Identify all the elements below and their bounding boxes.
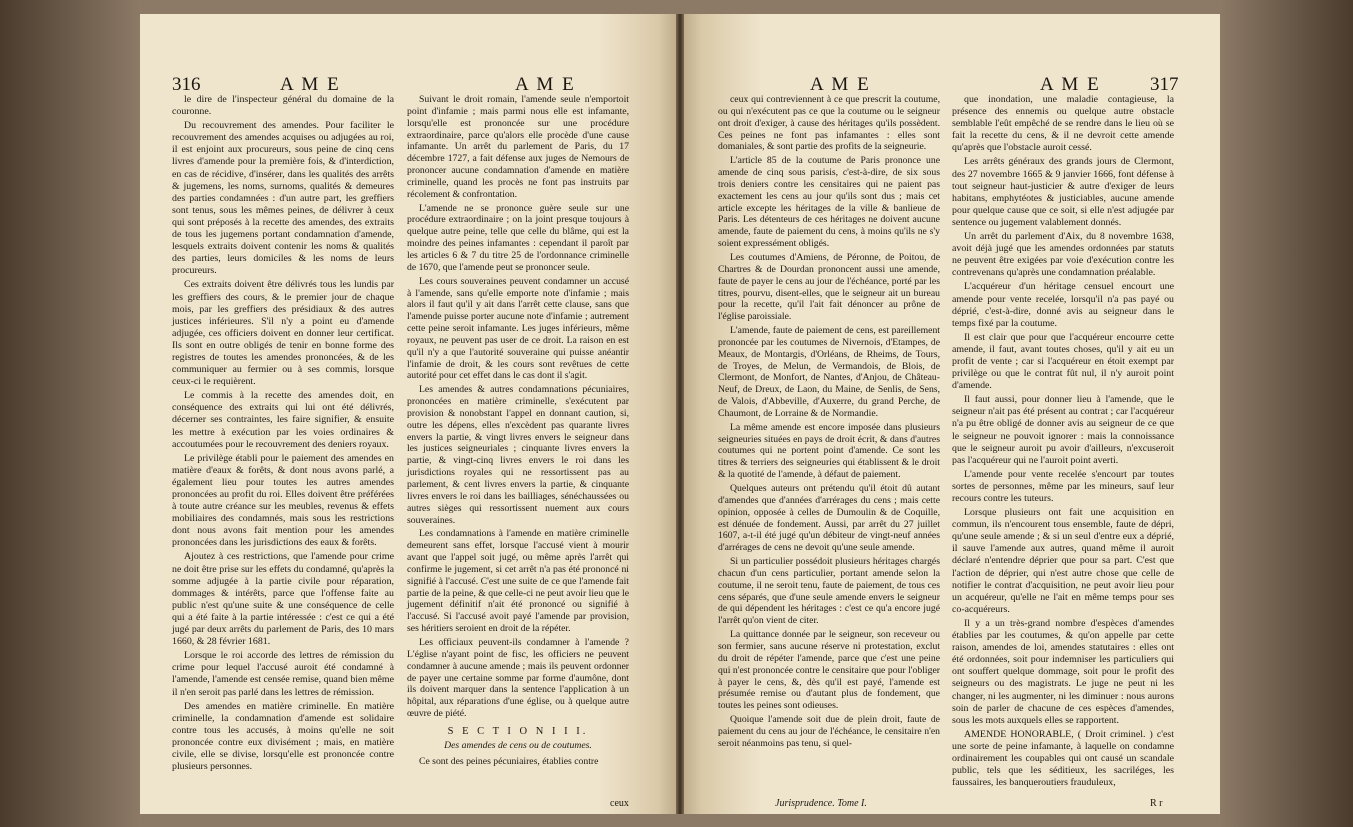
- running-head-left-2: A M E: [515, 74, 576, 95]
- paragraph: Lorsque plusieurs ont fait une acquisition en commun, ils n'encourent tous ensemble, faute de dépri, qu'une seule amende ; & si un seul d'entre eux a déprié, il sauve l'amende aux autres, quand même il auroit déclaré n'entendre déprier que pour sa part. C'est que l'action de déprier, qui n'est autre chose que celle de notifier le contrat d'acquisition, ne peut avoir lieu pour un acquéreur, qu'elle ne l'ait en même temps pour ses co-acquéreurs.: [952, 507, 1174, 615]
- paragraph: Quelques auteurs ont prétendu qu'il étoit dû autant d'amendes que d'années d'arrérages du cens ; mais cette opinion, opposée à celles de Dumoulin & de Coquille, est dénuée de fondement. Aussi, par arrêt du 27 juillet 1607, a-t-il été jugé qu'un débiteur de vingt-neuf années d'arrérages de cens ne devoit qu'une seule amende.: [718, 483, 940, 554]
- paragraph: La même amende est encore imposée dans plusieurs seigneuries situées en pays de droit écrit, & dans d'autres coutumes qui ne portent point d'amende. Ce sont les titres & terriers des seigneuries qui établissent & le droit & la quotité de l'amende, à défaut de paiement.: [718, 421, 940, 481]
- left-edge-shadow: [0, 0, 140, 827]
- page-number-right: 317: [1150, 74, 1179, 95]
- paragraph: Le commis à la recette des amendes doit, en conséquence des extraits qui lui ont été délivrés, décerner ses contraintes, les faire signifier, & ensuite les mettre à exécution par les voies ordinaires & accoutumées pour le recouvrement des deniers royaux.: [172, 390, 394, 450]
- paragraph: L'amende ne se prononce guère seule sur une procédure extraordinaire ; on la joint presque toujours à quelque autre peine, telle que celle du blâme, qui est la moindre des peines infamantes : cependant il paroît par les articles 6 & 7 du titre 25 de l'ordonnance criminelle de 1670, que l'amende peut se prononcer seule.: [407, 202, 629, 273]
- paragraph: AMENDE HONORABLE, ( Droit criminel. ) c'est une sorte de peine infamante, à laquelle on condamne ordinairement les coupables qui ont causé un scandale public, tels que les séditieux, les sacriléges, les faussaires, les banqueroutiers frauduleux,: [952, 728, 1174, 789]
- paragraph: Les cours souveraines peuvent condamner un accusé à l'amende, sans qu'elle emporte note d'infamie ; mais alors il faut qu'il y ait dans l'arrêt cette clause, sans que l'amende puisse porter aucune note d'infamie ; autrement cette peine seroit infamante. Les juges inférieurs, même royaux, ne peuvent pas user de ce droit. La raison en est qu'il n'y a que l'autorité souveraine qui puisse anéantir l'infamie de droit, & les cours sont revêtues de cette autorité pour cet effet dans le cas dont il s'agit.: [407, 275, 629, 382]
- paragraph: Les coutumes d'Amiens, de Péronne, de Poitou, de Chartres & de Dourdan prononcent aussi une amende, faute de payer le cens au jour de l'échéance, porté par les titres, pourvu, disent-elles, que le seigneur ait un bureau pour la recette, qu'il l'ait fait dénoncer au prône de l'église paroissiale.: [718, 251, 940, 323]
- paragraph: que inondation, une maladie contagieuse, la présence des ennemis ou quelque autre obstacle semblable l'eût empêché de se rendre dans le lieu où se fait la recette du cens, & il ne devroit cette amende qu'après que l'obstacle auroit cessé.: [952, 94, 1174, 154]
- section-title: S E C T I O N I I I.: [447, 725, 589, 737]
- left-column-1: [172, 94, 394, 775]
- paragraph: L'acquéreur d'un héritage censuel encourt une amende pour vente recelée, lorsqu'il n'a pas payé ou déprié, c'est-à-dire, donné avis au seigneur dans le temps fixé par la coutume.: [952, 281, 1174, 329]
- paragraph: Quoique l'amende soit due de plein droit, faute de paiement du cens au jour de l'échéance, le censitaire n'en seroit néanmoins pas tenu, si quel-: [718, 714, 940, 749]
- right-column-1: [718, 94, 940, 752]
- paragraph: Des amendes en matière criminelle. En matière criminelle, la condamnation d'amende est solidaire contre tous les accusés, à moins qu'elle ne soit prononcée contre eux divisément ; mais, en matière civile, elle se divise, lorsqu'elle est prononcée contre plusieurs personnes.: [172, 700, 394, 773]
- book-gutter: [676, 14, 684, 814]
- paragraph: Il y a un très-grand nombre d'espèces d'amendes établies par les coutumes, & qu'on appelle par cette raison, amendes de loi, amendes statutaires : elles ont été ordonnées, soit pour indemniser les particuliers qui ont souffert quelque dommage, soit pour le profit des seigneurs ou des magistrats. Le juge ne peut ni les changer, ni les augmenter, ni les diminuer : nous aurons soin de parler de chacune de ces espèces d'amendes, sous les mots auxquels elles se rapportent.: [952, 617, 1174, 726]
- running-head-left-1: A M E: [280, 74, 341, 95]
- paragraph: L'article 85 de la coutume de Paris prononce une amende de cinq sous parisis, c'est-à-dire, de six sous trois deniers contre les censitaires qui ne paient pas exactement les cens au jour qu'ils sont dus ; mais cet article excepte les héritages de la ville & banlieue de Paris. Les détenteurs de ces héritages ne doivent aucune amende, faute de paiement du cens, à moins qu'ils ne s'y soient expressément obligés.: [718, 155, 940, 250]
- paragraph: Les arrêts généraux des grands jours de Clermont, des 27 novembre 1665 & 9 janvier 1666, font défense à tout seigneur haut-justicier & autre d'exiger de leurs habitans, emphytéotes & justiciables, aucune amende pour quelque cause que ce soit, si elle n'est adjugée par sentence ou jugement valablement donnés.: [952, 156, 1174, 228]
- paragraph: Les officiaux peuvent-ils condamner à l'amende ? L'église n'ayant point de fisc, les officiers ne peuvent condamner à aucune amende ; mais ils peuvent ordonner de payer une certaine somme par forme d'aumône, dont ils doivent marquer dans la sentence l'application à un hôpital, aux réparations d'une église, ou à quelque autre œuvre de piété.: [407, 636, 629, 720]
- right-edge-shadow: [1220, 0, 1353, 827]
- page-footer: Jurisprudence. Tome I.: [775, 798, 867, 809]
- paragraph: Un arrêt du parlement d'Aix, du 8 novembre 1638, avoit déjà jugé que les amendes ordonnées par statuts ne peuvent être exigées par voie d'exécution contre les contrevenans qu'après une condamnation préalable.: [952, 231, 1174, 279]
- paragraph: ceux qui contreviennent à ce que prescrit la coutume, ou qui n'exécutent pas ce que la coutume ou le seigneur ont droit d'exiger, à cause des héritages qu'ils possèdent. Ces peines ne font pas infamantes : elles sont domaniales, & sont partie des profits de la seigneurie.: [718, 94, 940, 153]
- section-subtitle: Des amendes de cens ou de coutumes.: [444, 739, 592, 751]
- paragraph: L'amende pour vente recelée s'encourt par toutes sortes de personnes, même par les mineurs, sauf leur recours contre les tuteurs.: [952, 468, 1174, 504]
- paragraph: Les condamnations à l'amende en matière criminelle demeurent sans effet, lorsque l'accusé vient à mourir avant que l'appel soit jugé, ou même après l'arrêt qui confirme le jugement, si cet arrêt n'a pas été prononcé ni signifié à l'accusé. C'est une suite de ce que l'amende fait partie de la peine, & que celle-ci ne peut avoir lieu que le jugement définitif n'ait été prononcé ou signifié à l'accusé. Si l'accusé avoit payé l'amende par provision, ses héritiers seroient en droit de la répéter.: [407, 528, 629, 635]
- paragraph: Suivant le droit romain, l'amende seule n'emportoit point d'infamie ; mais parmi nous elle est infamante, lorsqu'elle est prononcée sur une procédure extraordinaire, parce qu'alors elle procède d'une cause infamante. Un arrêt du parlement de Paris, du 17 décembre 1727, a fait défense aux juges de Nemours de prononcer aucune condamnation d'amende en matière criminelle, quand les procès ne font pas instruits par récolement & confrontation.: [407, 94, 629, 200]
- paragraph: L'amende, faute de paiement de cens, est pareillement prononcée par les coutumes de Nivernois, d'Etampes, de Meaux, de Montargis, d'Orléans, de Rheims, de Tours, de Troyes, de Melun, de Vermandois, de Blois, de Clermont, de Monfort, de Nantes, d'Anjou, de Château-Neuf, de Dreux, de Laon, du Maine, de Senlis, de Sens, de Valois, d'Abbeville, d'Auxerre, du grand Perche, de Chaumont, de Lorraine & de Normandie.: [718, 325, 940, 419]
- paragraph: Le privilège établi pour le paiement des amendes en matière d'eaux & forêts, & dont nous avons parlé, a également lieu pour toutes les autres amendes prononcées au profit du roi. Elles doivent être préférées à toute autre créance sur les meubles, revenus & effets mobiliaires des condamnés, mais sous les restrictions dont nous avons fait mention pour les amendes prononcées dans les jurisdictions des eaux & forêts.: [172, 452, 394, 549]
- paragraph: Ces extraits doivent être délivrés tous les lundis par les greffiers des cours, & le premier jour de chaque mois, par les greffiers des présidiaux & des autres justices inférieures. S'il n'y a point eu d'amende adjugée, ces officiers doivent en donner leur certificat. Ils sont en outre obligés de tenir en bonne forme des registres de toutes les amendes prononcées, & de les communiquer au fermier ou à ses commis, lorsque ceux-ci le requièrent.: [172, 279, 394, 388]
- signature-mark: R r: [1150, 798, 1163, 809]
- right-column-2: [952, 94, 1174, 791]
- running-head-right-2: A M E: [1040, 74, 1101, 95]
- left-column-2: [407, 94, 629, 769]
- paragraph: Lorsque le roi accorde des lettres de rémission du crime pour lequel l'accusé auroit été condamné à l'amende, l'amende est censée remise, quand bien même il n'en seroit pas parlé dans les lettres de rémission.: [172, 650, 394, 698]
- paragraph: Si un particulier possédoit plusieurs héritages chargés chacun d'un cens particulier, portant amende selon la coutume, il ne seroit tenu, faute de paiement, de tous ces cens séparés, que d'une seule amende envers le seigneur de qui dépendent les héritages : c'est ce qu'a encore jugé l'arrêt qu'on vient de citer.: [718, 556, 940, 627]
- running-head-right-1: A M E: [810, 74, 871, 95]
- paragraph: le dire de l'inspecteur général du domaine de la couronne.: [172, 94, 394, 118]
- paragraph: Ajoutez à ces restrictions, que l'amende pour crime ne doit être prise sur les effets du condamné, qu'après la somme adjugée à la partie civile pour réparation, dommages & intérêts, parce que l'offense faite au public n'est qu'une suite & une conséquence de celle qui a été faite à la partie intéressée : c'est ce qui a été jugé par deux arrêts du parlement de Paris, des 10 mars 1660, & 28 février 1681.: [172, 551, 394, 648]
- paragraph: Il est clair que pour que l'acquéreur encourre cette amende, il faut, avant toutes choses, qu'il y ait eu un profit de vente ; car si l'acquéreur en étoit exempt par privilège ou que le contrat fût nul, il n'y auroit point d'amende.: [952, 331, 1174, 392]
- right-page: [680, 14, 1220, 814]
- paragraph: Du recouvrement des amendes. Pour faciliter le recouvrement des amendes acquises ou adjugées au roi, il est enjoint aux procureurs, sous peine de cinq cens livres d'amende pour la première fois, & d'interdiction, en cas de récidive, d'insérer, dans les qualités des arrêts & jugemens, les noms, surnoms, qualités & demeures des parties condamnées : d'un autre part, les greffiers sont tenus, sous les mêmes peines, de délivrer à ceux qui sont préposés à la recette des amendes, des extraits de tous les jugemens portant condamnation d'amende, lesquels extraits doivent contenir les noms & qualités des parties, leurs domiciles & les noms de leurs procureurs.: [172, 120, 394, 277]
- paragraph: Les amendes & autres condamnations pécuniaires, prononcées en matière criminelle, s'exécutent par provision & nonobstant l'appel en donnant caution, si, outre les dépens, elles n'excèdent pas quarante livres envers la partie, & vingt livres envers le seigneur dans les justices seigneuriales ; cinquante livres envers la partie, & vingt-cinq livres envers le roi dans les jurisdictions royales qui ne ressortissent pas au parlement, & cent livres envers la partie, & cinquante livres envers le roi dans les bailliages, sénéchaussées ou autres sièges qui ressortissent nuement aux cours souveraines.: [407, 384, 629, 526]
- paragraph: Il faut aussi, pour donner lieu à l'amende, que le seigneur n'ait pas été présent au contrat ; car l'acquéreur n'a pu être obligé de donner avis au seigneur de ce que le seigneur ne pouvoit ignorer : mais la connoissance que le seigneur auroit pu avoir d'ailleurs, n'excuseroit pas l'acquéreur qui ne l'auroit point averti.: [952, 394, 1174, 466]
- paragraph: Ce sont des peines pécuniaires, établies contre: [419, 755, 599, 767]
- left-page: [140, 14, 680, 814]
- catchword: ceux: [610, 798, 629, 809]
- paragraph: La quittance donnée par le seigneur, son receveur ou son fermier, sans aucune réserve ni protestation, exclut du droit de répéter l'amende, parce que c'est une peine qui n'est prononcée contre le censitaire que pour l'obliger à payer le cens, &, dès qu'il est payé, l'amende est présumée remise ou d'autant plus de fondement, que toutes les peines sont odieuses.: [718, 629, 940, 712]
- page-number-left: 316: [172, 74, 201, 95]
